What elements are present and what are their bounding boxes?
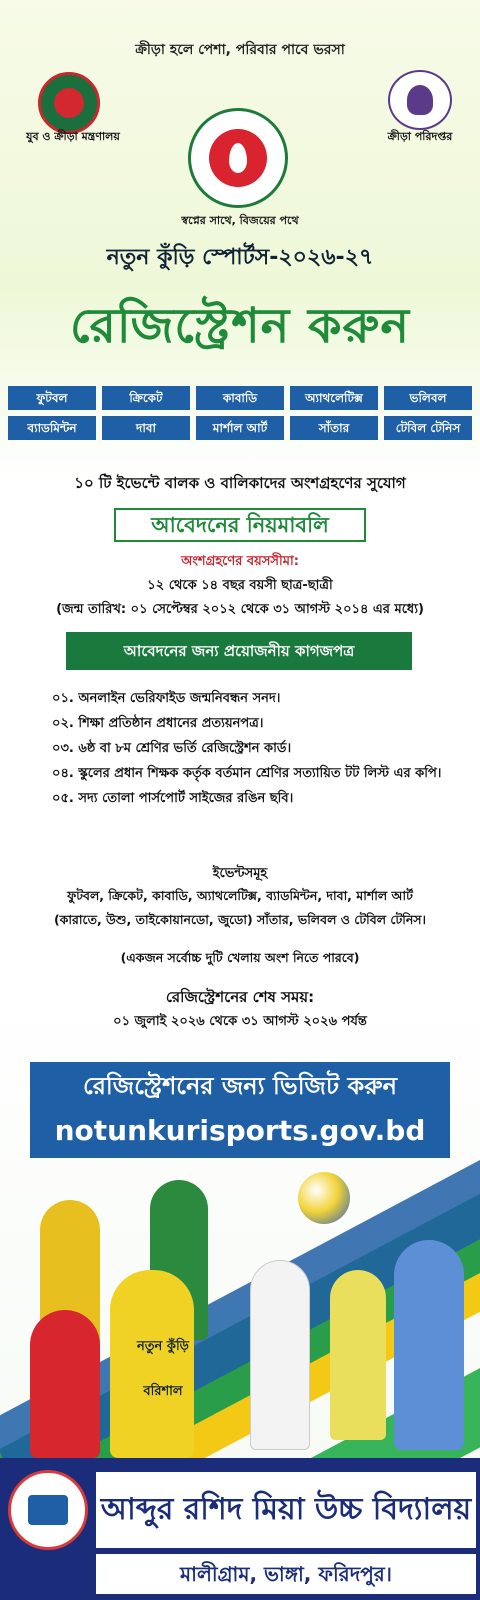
athlete-football (30, 1310, 100, 1458)
athlete-chess (250, 1260, 310, 1450)
school-address: মালীগ্রাম, ভাঙ্গা, ফরিদপুর। (96, 1554, 476, 1594)
sport-tag: ব্যাডমিন্টন (8, 416, 96, 440)
motto: স্বপ্নের সাথে, বিজয়ের পথে (181, 214, 299, 227)
sport-tag: ক্রিকেট (102, 386, 190, 410)
govt-seal-logo (38, 72, 100, 134)
sports-grid (8, 386, 472, 440)
deadline-dates: ০১ জুলাই ২০২৬ থেকে ৩১ আগস্ট ২০২৬ পর্যন্ত (113, 1014, 367, 1029)
notun-kuri-logo (188, 108, 288, 208)
tagline: ক্রীড়া হলে পেশা, পরিবার পাবে ভরসা (135, 42, 345, 58)
events-heading: ইভেন্টসমূহ (212, 866, 268, 881)
birthdate-range: (জন্ম তারিখ: ০১ সেপ্টেম্বর ২০১২ থেকে ৩১ আগস্ট ২০১৪ এর মধ্যে) (56, 602, 424, 617)
sports-directorate-logo (388, 70, 452, 130)
sport-tag: ফুটবল (8, 386, 96, 410)
participation-opportunity: ১০ টি ইভেন্টে বালক ও বালিকাদের অংশগ্রহণের সুযোগ (74, 474, 406, 492)
documents-title-bar: আবেদনের জন্য প্রয়োজনীয় কাগজপত্র (66, 632, 412, 670)
sport-tag: অ্যাথলেটিক্স (290, 386, 378, 410)
jersey-text: নতুন কুঁড়ি (137, 1339, 189, 1354)
ministry-label: যুব ও ক্রীড়া মন্ত্রণালয় (26, 130, 120, 143)
sport-tag: মার্শাল আর্ট (196, 416, 284, 440)
athletes-illustration (0, 1160, 480, 1458)
sports-dept-label: ক্রীড়া পরিদপ্তর (387, 130, 453, 143)
deadline-heading: রেজিস্ট্রেশনের শেষ সময়: (165, 988, 315, 1006)
list-item: ০৫. সদ্য তোলা পার্সপোর্ট সাইজের রঙিন ছবি। (52, 791, 294, 806)
rules-title-box: আবেদনের নিয়মাবলি (114, 508, 366, 542)
athlete-cricket (110, 1270, 194, 1458)
jersey-text: বরিশাল (143, 1384, 183, 1399)
list-item: ০৩. ৬ষ্ঠ বা ৮ম শ্রেণির ভর্তি রেজিস্ট্রেশন কার্ড। (52, 741, 292, 756)
sport-tag: দাবা (102, 416, 190, 440)
sport-tag: ভলিবল (384, 386, 472, 410)
school-name: আব্দুর রশিদ মিয়া উচ্চ বিদ্যালয় (96, 1472, 476, 1548)
register-heading: রেজিস্ট্রেশন করুন (69, 298, 411, 354)
visit-website-banner[interactable] (30, 1062, 450, 1158)
age-limit-heading: অংশগ্রহণের বয়সসীমা: (181, 554, 299, 569)
visit-label: রেজিস্ট্রেশনের জন্য ভিজিট করুন (82, 1072, 397, 1100)
sport-tag: সাঁতার (290, 416, 378, 440)
school-logo (8, 1470, 88, 1550)
events-line: (কারাতে, উশু, তাইকোয়ানডো, জুডো) সাঁতার, ভলিবল ও টেবিল টেনিস। (53, 912, 427, 927)
events-line: ফুটবল, ক্রিকেট, কাবাডি, অ্যাথলেটিক্স, ব্যাডমিন্টন, দাবা, মার্শাল আর্ট (67, 888, 413, 903)
list-item: ০৪. স্কুলের প্রধান শিক্ষক কর্তৃক বর্তমান শ্রেণির সত্যায়িত টট লিস্ট এর কপি। (52, 766, 442, 781)
list-item: ০২. শিক্ষা প্রতিষ্ঠান প্রধানের প্রত্যয়নপত্র। (52, 716, 264, 731)
sport-tag: কাবাডি (196, 386, 284, 410)
age-limit-text: ১২ থেকে ১৪ বছর বয়সী ছাত্র-ছাত্রী (147, 578, 333, 593)
event-title: নতুন কুঁড়ি স্পোর্টস-২০২৬-২৭ (106, 245, 374, 270)
documents-list (52, 688, 452, 813)
sport-tag: টেবিল টেনিস (384, 416, 472, 440)
school-footer (0, 1458, 480, 1600)
athlete-table-tennis (330, 1270, 386, 1440)
volleyball-icon (296, 1170, 352, 1226)
list-item: ০১. অনলাইন ভেরিফাইড জন্মনিবন্ধন সনদ। (52, 691, 281, 706)
website-link[interactable]: notunkurisports.gov.bd (54, 1114, 426, 1147)
events-note: (একজন সর্বোচ্চ দুটি খেলায় অংশ নিতে পারবে) (120, 950, 360, 965)
athlete-swimmer (394, 1240, 464, 1450)
